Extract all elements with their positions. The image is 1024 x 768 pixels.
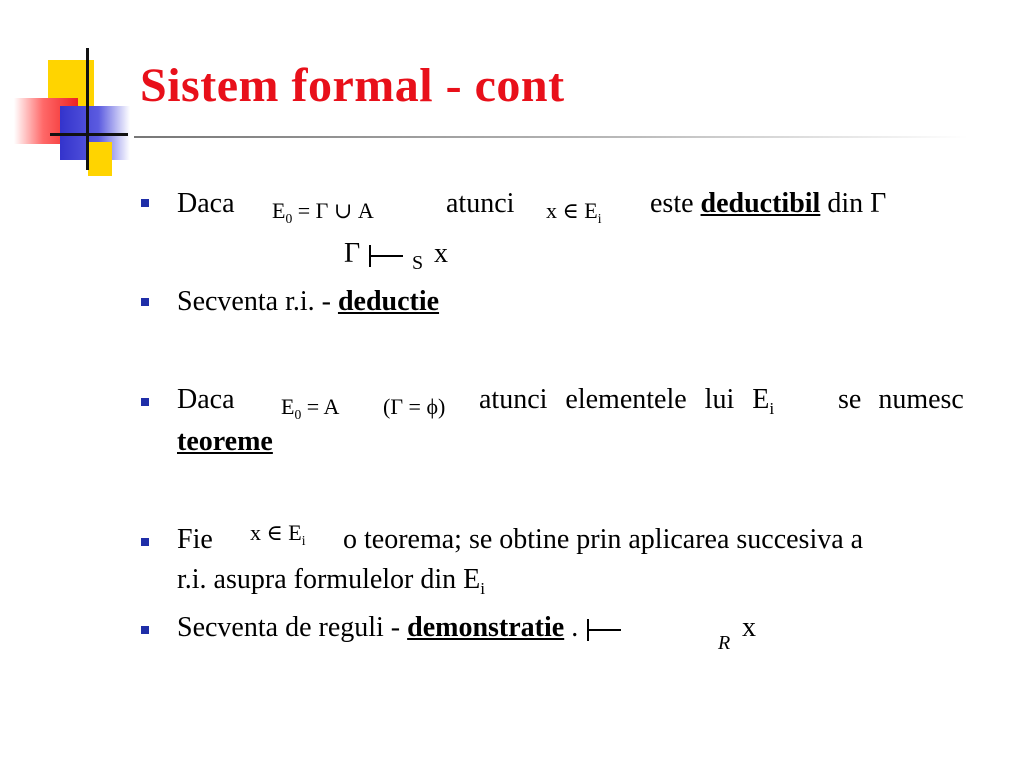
b1-derivation-x: x [434,238,448,269]
b1-atunci: atunci [446,188,515,219]
b3-bold: teoreme [177,426,273,457]
bullet-icon [141,626,149,634]
bullet-icon [141,298,149,306]
b5-x: x [742,612,756,643]
b5-text: Secventa de reguli - demonstratie . [177,612,621,644]
bullet-icon [141,538,149,546]
turnstile-symbol [585,619,621,641]
b3-formula-paren: (Γ = ϕ) [383,394,446,419]
b1-formula-e0: $E_0 = \Gamma$ ∪ A [272,198,374,226]
b4-line2: r.i. asupra formulelor din $E_i$ [177,564,486,599]
b3-text2: se numesc [838,384,964,415]
b1-formula-x: x ∈ $E_i$ [546,198,602,226]
b2-text: Secventa r.i. - deductie [177,286,440,317]
decor-vertical-line [86,48,89,170]
b1-derivation: Γ [344,238,403,270]
decor-horizontal-line [50,133,128,136]
b4-text: o teorema; se obtine prin aplicarea succesiva a [343,524,864,555]
b3-formula: $E_0 = A$ [281,394,340,422]
title-rule [134,136,968,138]
b1-daca: Daca [177,188,235,219]
b4-fie: Fie [177,524,213,555]
b3-daca: Daca [177,384,235,415]
bullet-icon [141,398,149,406]
decor-yellow-strip [88,142,112,176]
b1-derivation-sub: S [412,252,424,274]
slide-title: Sistem formal - cont [140,59,565,112]
bullet-icon [141,199,149,207]
turnstile-symbol [367,245,403,267]
b5-sub-r: R [718,632,731,654]
b1-text: este deductibil din Γ [650,188,887,219]
b4-formula: x ∈ $E_i$ [250,520,306,548]
b3-text: atunci elementele lui $E_i$ [479,384,775,419]
